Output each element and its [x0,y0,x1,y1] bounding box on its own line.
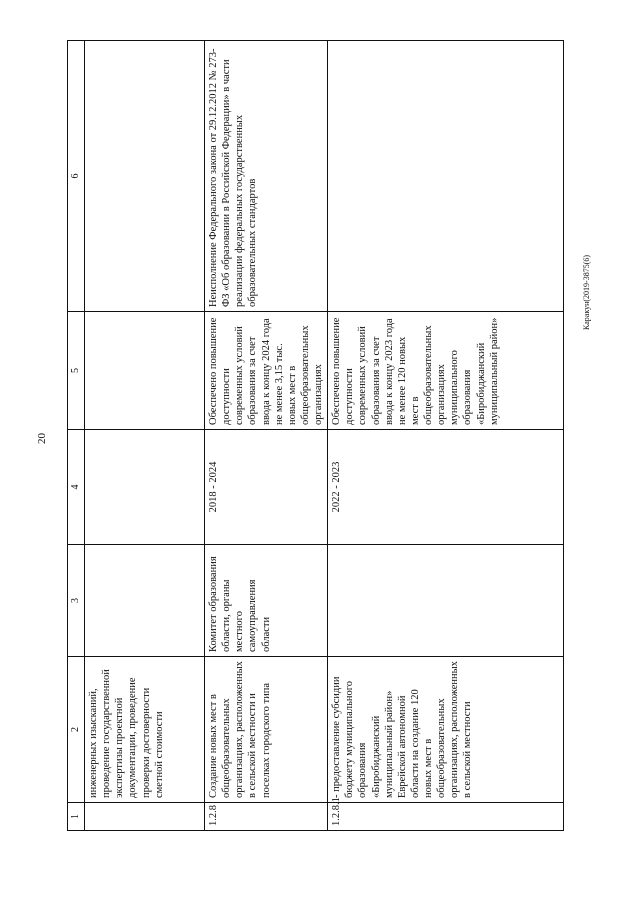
expected-result: Обеспечено повышение доступности современных условий образования за счет ввода к концу 2023 года не менее 120 новых мест в общеобразовательных организациях муниципального образования «Биробиджанский муниципальный район» [328,312,564,430]
table-row [205,41,328,831]
table-row [85,41,205,831]
row-number: 1.2.8.1 [328,803,564,831]
period: 2022 - 2023 [328,430,564,545]
row-number [85,803,205,831]
expected-result [85,312,205,430]
table-row [328,41,564,831]
consequence [328,41,564,312]
consequence [85,41,205,312]
consequence: Неисполнение Федерального закона от 29.12.2012 № 273-ФЗ «Об образовании в Российской Федерации» в части реализации федеральных государственных образовательных стандартов [205,41,328,312]
executor [328,545,564,657]
header-cell: 1 [68,803,85,831]
program-table [67,40,564,831]
row-number: 1.2.8 [205,803,328,831]
header-row [68,41,85,831]
header-cell: 6 [68,41,85,312]
period [85,430,205,545]
header-cell: 5 [68,312,85,430]
header-cell: 2 [68,657,85,803]
period: 2018 - 2024 [205,430,328,545]
executor [85,545,205,657]
expected-result: Обеспечено повышение доступности современных условий образования за счет ввода к концу 2024 года не менее 3,15 тыс. новых мест в общеобразовательных организациях [205,312,328,430]
header-cell: 3 [68,545,85,657]
page-number: 20 [36,433,48,444]
measure-name: - предоставление субсидии бюджету муниципального образования «Биробиджанский муниципальный район» Еврейской автономной области на создание 120 новых мест в общеобразовательных организациях, расположенных в сельской местности [328,657,564,803]
header-cell: 4 [68,430,85,545]
document-code: Каракун(2019-3875(6) [582,254,591,330]
measure-name: инженерных изысканий, проведение государственной экспертизы проектной документации, проведение проверки достоверности сметной стоимости [85,657,205,803]
rotated-table-container [67,41,564,831]
executor: Комитет образования области, органы местного самоуправления области [205,545,328,657]
measure-name: Создание новых мест в общеобразовательных организациях, расположенных в сельской местности и поселках городского типа [205,657,328,803]
